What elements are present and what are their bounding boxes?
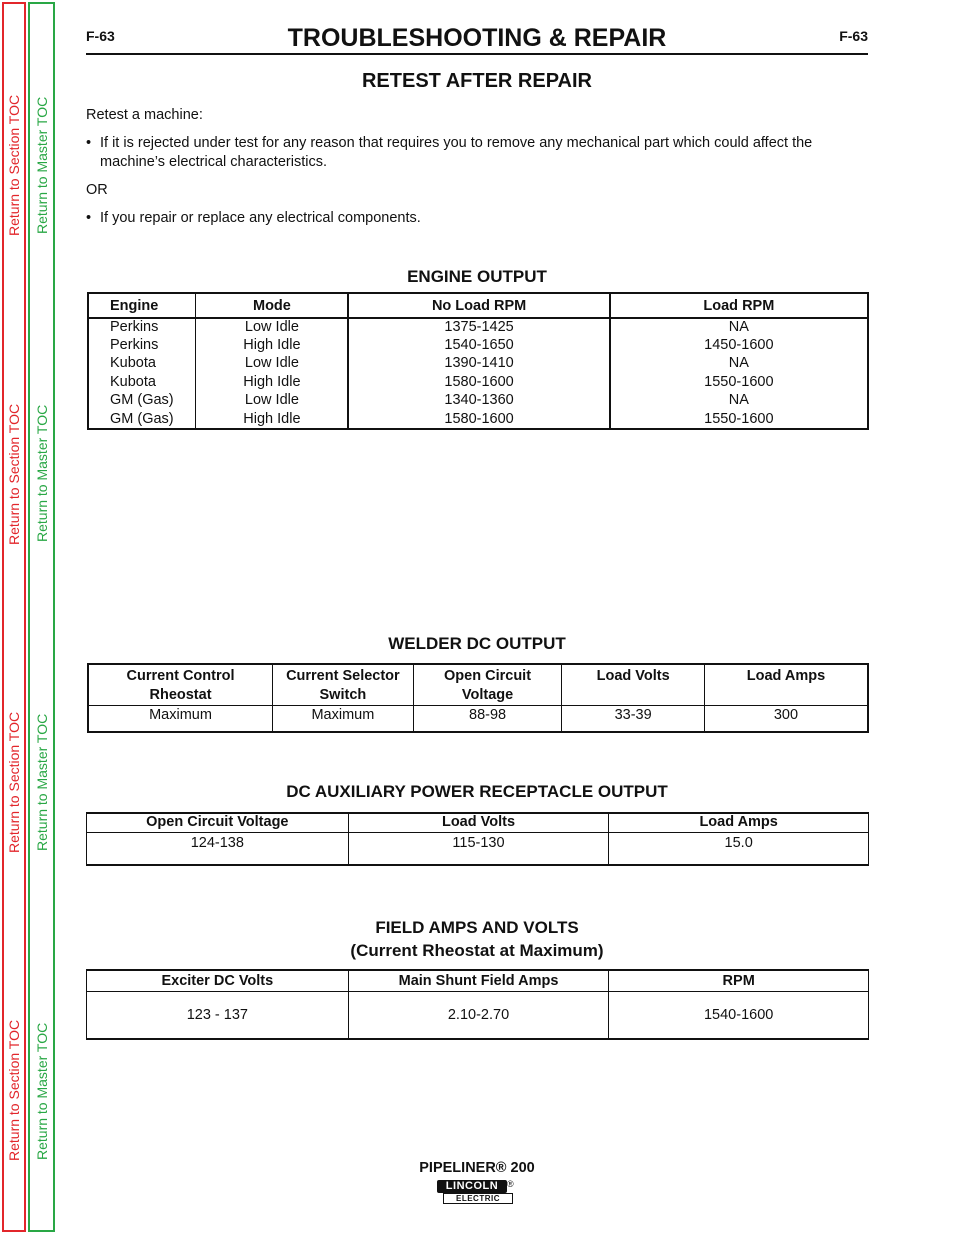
bullet-text: If you repair or replace any electrical components.	[100, 210, 421, 226]
column-header	[413, 664, 562, 706]
column-header	[273, 664, 414, 706]
table-header-row	[87, 813, 869, 832]
product-name: PIPELINER® 200	[419, 1160, 535, 1176]
table-cell: 300	[773, 707, 799, 723]
logo-top: LINCOLN	[437, 1180, 507, 1193]
table-row	[88, 392, 868, 411]
table-cell: Perkins	[88, 337, 196, 356]
table-row	[88, 706, 868, 732]
table-cell: 1390-1410	[348, 355, 609, 374]
column-header-line: Load Volts	[596, 668, 670, 684]
bullet-text: If it is rejected under test for any reason that requires you to remove any mechanical part which could affect the machine’s electrical characteristics.	[100, 135, 813, 170]
table-cell: Maximum	[273, 706, 414, 732]
master-toc-link[interactable]: Return to Master TOC	[34, 713, 50, 851]
table-cell: NA	[728, 319, 749, 335]
table-row	[88, 318, 868, 337]
page-title: TROUBLESHOOTING & REPAIR	[287, 24, 667, 52]
table-header-row	[88, 293, 868, 318]
intro-text: Retest a machine:	[86, 107, 203, 123]
column-header-line: Current Control	[126, 668, 235, 684]
column-header-line: Voltage	[461, 687, 514, 703]
column-header: No Load RPM	[348, 293, 609, 318]
table-header-row	[88, 664, 868, 706]
table-row	[88, 355, 868, 374]
table-row	[88, 337, 868, 356]
field-subtitle: (Current Rheostat at Maximum)	[350, 941, 604, 960]
table-cell: GM (Gas)	[88, 411, 196, 430]
table-cell: NA	[728, 355, 749, 371]
section-toc-link[interactable]: Return to Section TOC	[6, 403, 22, 545]
bullet-item	[86, 134, 870, 172]
engine-output-table	[87, 292, 869, 430]
header-divider	[86, 53, 868, 55]
table-cell: Low Idle	[196, 392, 349, 411]
welder-dc-table	[87, 663, 869, 733]
or-text: OR	[86, 182, 108, 198]
lincoln-electric-logo	[437, 1180, 513, 1206]
table-cell: 15.0	[724, 834, 753, 851]
table-row	[88, 411, 868, 430]
table-cell: NA	[728, 392, 749, 408]
section-toc-link[interactable]: Return to Section TOC	[6, 1019, 22, 1161]
table-cell: Maximum	[88, 706, 273, 732]
field-table	[86, 969, 869, 1040]
table-cell: Kubota	[88, 355, 196, 374]
logo-bottom: ELECTRIC	[443, 1193, 513, 1204]
column-header: Main Shunt Field Amps	[348, 970, 609, 991]
table-cell: 88-98	[413, 706, 562, 732]
column-header: Load Volts	[348, 813, 609, 832]
section-toc-link[interactable]: Return to Section TOC	[6, 94, 22, 236]
table-cell: GM (Gas)	[88, 392, 196, 411]
table-row	[87, 832, 869, 865]
column-header: Load RPM	[703, 297, 775, 314]
column-header: Open Circuit Voltage	[87, 813, 349, 832]
dc-aux-title: DC AUXILIARY POWER RECEPTACLE OUTPUT	[286, 782, 668, 801]
table-cell: 1540-1600	[703, 1006, 774, 1023]
table-cell: Perkins	[88, 318, 196, 337]
column-header	[704, 664, 868, 706]
dc-aux-table	[86, 812, 869, 866]
table-cell: High Idle	[196, 374, 349, 393]
table-row	[87, 991, 869, 1039]
table-cell: 33-39	[562, 706, 705, 732]
table-cell: 2.10-2.70	[348, 991, 609, 1039]
column-header-line: Rheostat	[149, 687, 212, 703]
section-heading: RETEST AFTER REPAIR	[361, 70, 592, 92]
bullet-marker: •	[86, 210, 92, 226]
master-toc-link[interactable]: Return to Master TOC	[34, 1022, 50, 1160]
table-cell: 1580-1600	[348, 411, 609, 430]
page-number-right: F-63	[839, 28, 868, 44]
master-toc-link[interactable]: Return to Master TOC	[34, 96, 50, 234]
table-cell: 1550-1600	[704, 373, 774, 390]
table-cell: High Idle	[196, 337, 349, 356]
table-cell: Low Idle	[196, 318, 349, 337]
column-header: Mode	[196, 293, 349, 318]
column-header-line: Load Amps	[746, 668, 826, 684]
column-header	[88, 664, 273, 706]
table-cell: 123 - 137	[87, 991, 349, 1039]
bullet-marker: •	[86, 135, 92, 151]
table-cell: High Idle	[196, 411, 349, 430]
table-cell: 1580-1600	[348, 374, 609, 393]
column-header: Exciter DC Volts	[87, 970, 349, 991]
logo-registered-mark: ®	[507, 1179, 514, 1189]
bullet-item	[86, 209, 870, 228]
table-cell: 1540-1650	[348, 337, 609, 356]
table-header-row	[87, 970, 869, 991]
engine-output-title: ENGINE OUTPUT	[407, 267, 547, 286]
master-toc-link[interactable]: Return to Master TOC	[34, 404, 50, 542]
table-cell: Kubota	[88, 374, 196, 393]
field-title: FIELD AMPS AND VOLTS	[375, 918, 579, 937]
section-toc-link[interactable]: Return to Section TOC	[6, 711, 22, 853]
table-cell: 1375-1425	[348, 318, 609, 337]
page-number-left: F-63	[86, 28, 115, 44]
table-cell: 115-130	[348, 832, 609, 865]
column-header	[562, 664, 705, 706]
table-row	[88, 374, 868, 393]
column-header-line: Open Circuit	[444, 668, 532, 684]
column-header: Engine	[88, 293, 196, 318]
table-cell: 1550-1600	[704, 410, 774, 427]
table-cell: 1450-1600	[704, 336, 774, 353]
table-cell: 124-138	[87, 832, 349, 865]
column-header: RPM	[722, 972, 755, 989]
column-header-line: Switch	[319, 687, 367, 703]
column-header: Load Amps	[699, 814, 778, 830]
table-cell: 1340-1360	[348, 392, 609, 411]
welder-dc-title: WELDER DC OUTPUT	[388, 634, 566, 653]
table-cell: Low Idle	[196, 355, 349, 374]
column-header-line: Current Selector	[286, 668, 400, 684]
